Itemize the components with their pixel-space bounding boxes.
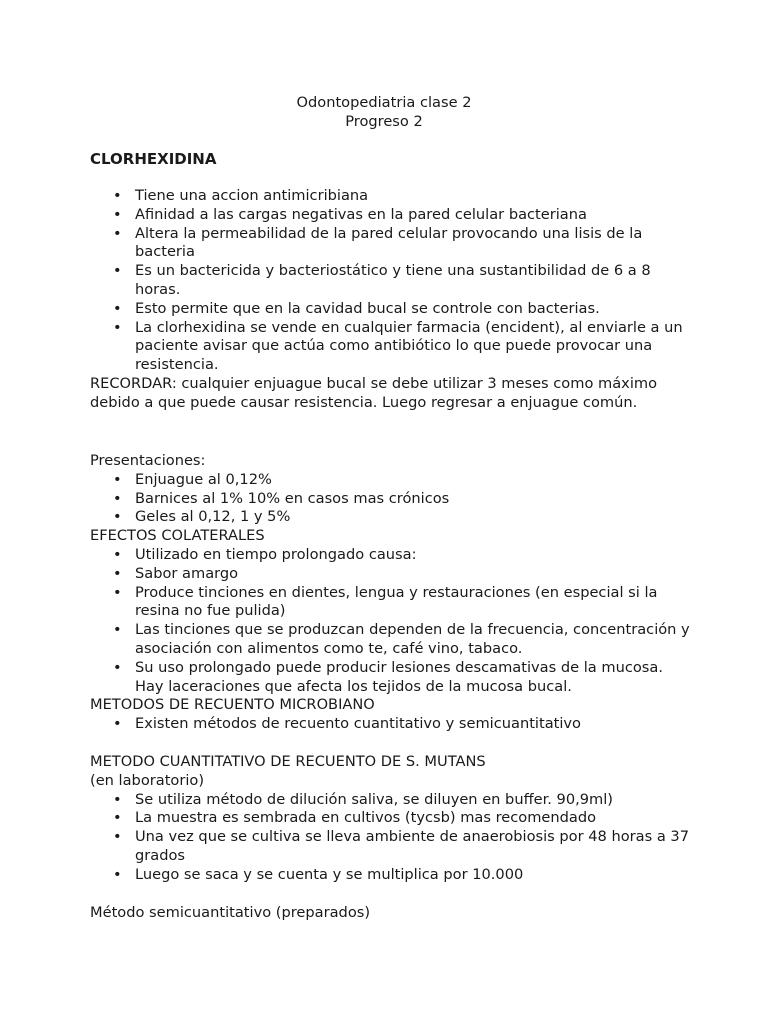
list-item: • Sabor amargo [90, 565, 690, 584]
list-item: • Produce tinciones en dientes, lengua y restauraciones (en especial si la resina no fue pulida) [90, 584, 690, 622]
list-item: • Luego se saca y se cuenta y se multiplica por 10.000 [90, 866, 690, 885]
metodos-list [90, 715, 690, 734]
cuantitativo-block [90, 753, 690, 885]
list-item: • Es un bactericida y bacteriostático y tiene una sustantibilidad de 6 a 8 horas. [90, 262, 690, 300]
efectos-label: EFECTOS COLATERALES [90, 527, 265, 545]
list-item: • Enjuague al 0,12% [90, 471, 690, 490]
list-item: • Utilizado en tiempo prolongado causa: [90, 546, 690, 565]
list-item: • Barnices al 1% 10% en casos mas crónicos [90, 490, 690, 509]
presentaciones-list [90, 471, 690, 527]
list-item: • La muestra es sembrada en cultivos (tycsb) mas recomendado [90, 809, 690, 828]
list-item: • Existen métodos de recuento cuantitativo y semicuantitativo [90, 715, 690, 734]
metodos-label: METODOS DE RECUENTO MICROBIANO [90, 696, 375, 714]
clorhexidina-list [90, 187, 690, 375]
page-title: Odontopediatria clase 2 [296, 94, 472, 111]
presentaciones-label: Presentaciones: [90, 452, 206, 469]
presentaciones-block [90, 452, 690, 734]
cuantitativo-label: METODO CUANTITATIVO DE RECUENTO DE S. MUTANS [90, 753, 486, 770]
cuantitativo-list [90, 791, 690, 885]
list-item: • Afinidad a las cargas negativas en la pared celular bacteriana [90, 206, 690, 225]
list-item: • Geles al 0,12, 1 y 5% [90, 508, 690, 527]
cuantitativo-sublabel: (en laboratorio) [90, 771, 205, 789]
list-item: • Las tinciones que se produzcan dependen de la frecuencia, concentración y asociación con alimentos como te, café vino, tabaco. [90, 621, 690, 659]
recordar-paragraph: RECORDAR: cualquier enjuague bucal se debe utilizar 3 meses como máximo debido a que puede causar resistencia. Luego regresar a enjuague común. [90, 374, 658, 411]
clorhexidina-block [90, 187, 690, 413]
list-item: • Se utiliza método de dilución saliva, se diluyen en buffer. 90,9ml) [90, 791, 690, 810]
efectos-list [90, 546, 690, 696]
list-item: • Altera la permeabilidad de la pared celular provocando una lisis de la bacteria [90, 225, 690, 263]
semicuantitativo-label: Método semicuantitativo (preparados) [90, 904, 371, 921]
list-item: • Una vez que se cultiva se lleva ambiente de anaerobiosis por 48 horas a 37 grados [90, 828, 690, 866]
list-item: • Tiene una accion antimicribiana [90, 187, 690, 206]
list-item: • La clorhexidina se vende en cualquier farmacia (encident), al enviarle a un paciente avisar que actúa como antibiótico lo que puede provocar una resistencia. [90, 319, 690, 375]
list-item: • Esto permite que en la cavidad bucal se controle con bacterias. [90, 300, 690, 319]
section-heading-clorhexidina: CLORHEXIDINA [90, 150, 217, 168]
semicuantitativo-block [90, 904, 690, 923]
page-subtitle: Progreso 2 [345, 113, 423, 130]
list-item: • Su uso prolongado puede producir lesiones descamativas de la mucosa. Hay laceraciones que afecta los tejidos de la mucosa bucal. [90, 659, 690, 697]
